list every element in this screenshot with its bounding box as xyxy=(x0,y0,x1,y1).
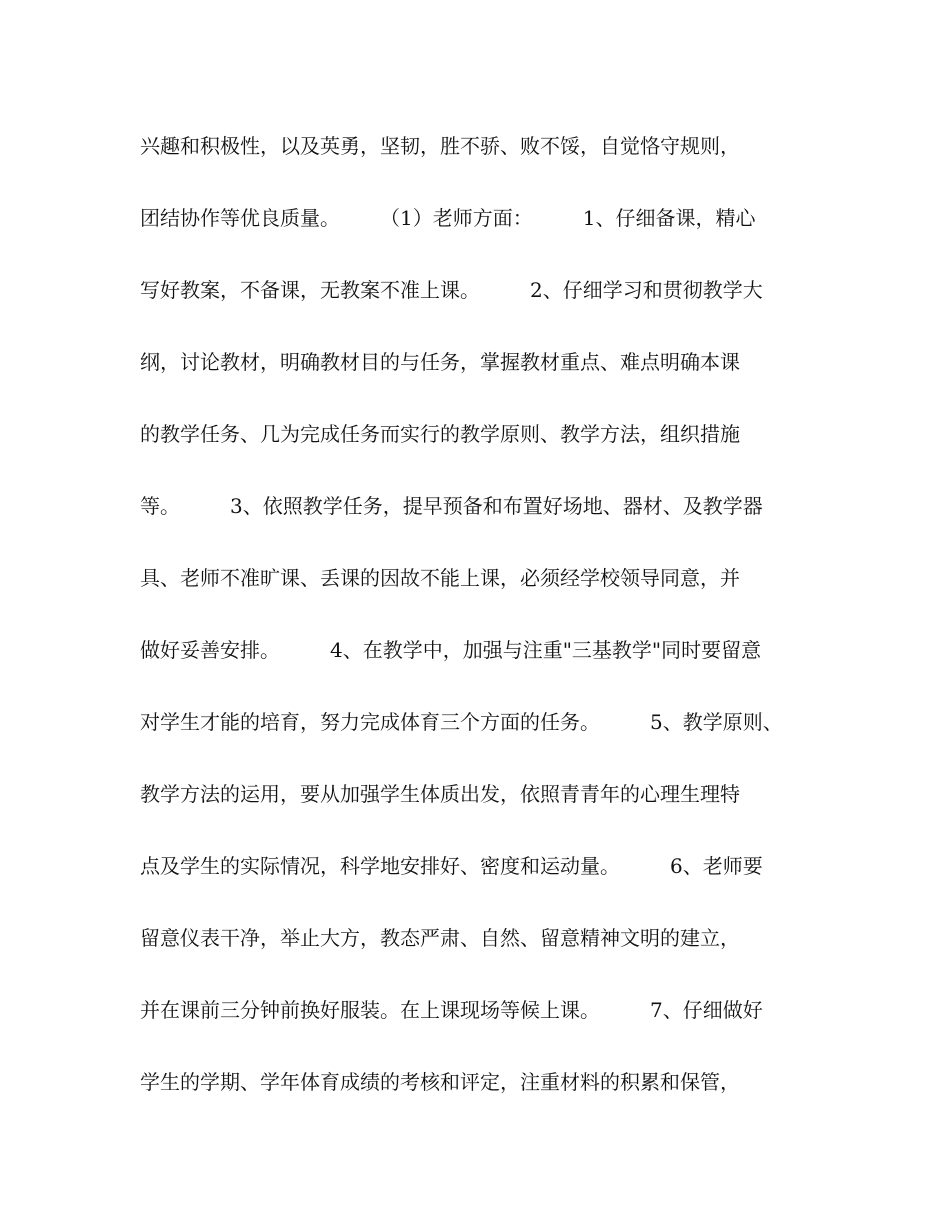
text-line: 并在课前三分钟前换好服装。在上课现场等候上课。 7、仔细做好 xyxy=(140,998,763,1022)
text-line: 团结协作等优良质量。 （1）老师方面： 1、仔细备课，精心 xyxy=(140,206,756,230)
text-line: 学生的学期、学年体育成绩的考核和评定，注重材料的积累和保管， xyxy=(140,1070,740,1094)
text-line: 等。 3、依照教学任务，提早预备和布置好场地、器材、及教学器 xyxy=(140,494,763,518)
text-line: 教学方法的运用，要从加强学生体质出发，依照青青年的心理生理特 xyxy=(140,782,740,806)
text-line: 具、老师不准旷课、丢课的因故不能上课，必须经学校领导同意，并 xyxy=(140,566,740,590)
text-line: 做好妥善安排。 4、在教学中，加强与注重"三基教学"同时要留意 xyxy=(140,638,762,662)
text-line: 的教学任务、几为完成任务而实行的教学原则、教学方法，组织措施 xyxy=(140,422,740,446)
text-line: 对学生才能的培育，努力完成体育三个方面的任务。 5、教学原则、 xyxy=(140,710,783,734)
text-line: 纲，讨论教材，明确教材目的与任务，掌握教材重点、难点明确本课 xyxy=(140,350,740,374)
text-line: 点及学生的实际情况，科学地安排好、密度和运动量。 6、老师要 xyxy=(140,854,763,878)
text-line: 兴趣和积极性，以及英勇，坚韧，胜不骄、败不馁，自觉恪守规则， xyxy=(140,134,740,158)
text-line: 写好教案，不备课，无教案不准上课。 2、仔细学习和贯彻教学大 xyxy=(140,278,763,302)
document-body xyxy=(140,128,830,1136)
text-line: 留意仪表干净，举止大方，教态严肃、自然、留意精神文明的建立， xyxy=(140,926,740,950)
